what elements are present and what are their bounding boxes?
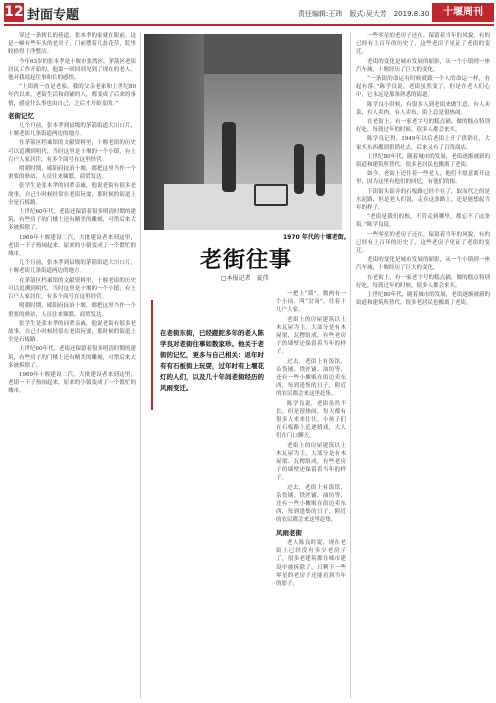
- column-divider: [140, 32, 141, 698]
- paragraph: 陈学良小时候，有很多人到老街来做生意，有人卖菜，有人卖肉，有人卖布，街上总是很热闹。: [356, 101, 490, 116]
- page-number: 12: [4, 4, 24, 20]
- editor-credits: 责任编辑:王玮 版式:吴大芳 2019.8.30: [298, 10, 430, 18]
- column-4: [356, 32, 490, 698]
- paragraph: 过去，老街上有饭馆、杂货铺、铁匠铺、油坊等，还有一些小摊贩在街边卖东西，每到逢集的日子，附近的农民都会来这里赶集。: [276, 484, 346, 524]
- photo-person-shape: [294, 144, 304, 194]
- photo-caption: 1970 年代的十堰老街。: [283, 234, 350, 241]
- paragraph: 陈学良说，老街虽然不长，但是很热闹，每天都有很多人来来往往，小孩子们在石板路上追逐嬉戏，大人们在门口聊天。: [276, 400, 346, 440]
- paragraph: 上世纪60年代，老街还保留着很多明清时期的建筑，有些房子的门楼上还有精美的雕刻，可惜后来大多被拆除了。: [8, 209, 136, 232]
- paragraph: 老街的变化是城市发展的缩影，从一个小镇到一座汽车城，十堰经历了巨大的变化。: [356, 257, 490, 272]
- photo-roof-shape: [204, 34, 342, 74]
- paragraph: 如今，老街上还住着一些老人，他们不愿意离开这里，因为这里有他们的回忆，有他们的根。: [356, 171, 490, 186]
- subheading: 风雨老街: [276, 528, 302, 537]
- header-rule: [4, 24, 494, 26]
- article-title: 老街往事: [200, 247, 293, 273]
- pull-quote-rule: [151, 300, 153, 410]
- paragraph: 在老街上，有一家老字号的糕点铺，做的糕点特别好吃，每到过年的时候，很多人都会来买。: [356, 274, 490, 289]
- paragraph: 在茅箭区档案馆的文献资料里，十堰老街的历史可以追溯到明代，当时这里是十堰的一个小镇，有上百户人家居住，有多个商号在这里经营。: [8, 140, 136, 163]
- byline: □本报记者 夏伟: [221, 275, 269, 282]
- paragraph: 1969年十堰建设二汽，大批建设者来到这里，老街一下子热闹起来，原来的小镇变成了一个繁忙的城市。: [8, 371, 136, 395]
- paragraph: 下街街头街旁的石板路已经不在了，取而代之的是水泥路，但是老人们说，走在这条路上，还是能想起当年的样子。: [356, 188, 490, 212]
- paragraph: 1969年十堰建设二汽，大批建设者来到这里，老街一下子热闹起来，原来的小镇变成了一个繁忙的城市。: [8, 234, 136, 258]
- street-photo: [144, 34, 342, 230]
- paragraph: 张学生是张本孝的同辈亲戚，他说老街有很多老故事，自己小时候经常在老街玩耍，那时候的街道上全是石板路。: [8, 183, 136, 206]
- paragraph: “一条街的命运有时候就跟一个人的命运一样，有起有落。”陈学良说，老街虽然变了，但是在老人们心中，它永远是那条熟悉的街道。: [356, 76, 490, 99]
- pull-quote: 在老街东街，已经蹉跎多年的老人陈学良对老街往事如数家珍。他关于老街的记忆，更多与自己相关：返年时有有石板街上玩耍，过年时有上堰花灯的人们，以及几十年间老街经历的风雨变迁。: [160, 329, 264, 392]
- photo-person-shape: [316, 154, 325, 196]
- paragraph: 老街上的房屋建筑以土木瓦屋为主，大部分是有木屋梁、瓦楞组成，有些老房子的墙壁还保留着当年的样子。: [276, 316, 346, 356]
- paragraph: 在茅箭区档案馆的文献资料里，十堰老街的历史可以追溯到明代，当时这里是十堰的一个小镇，有上百户人家居住，有多个商号在这里经营。: [8, 277, 136, 301]
- paragraph: 几个月前，张本孝到县级的茅箭街道大川口片，十堰老街几条街道两边的地方。: [8, 123, 136, 138]
- column-3: [276, 290, 346, 698]
- paragraph: 上世纪80年代，随着城市的发展，老街逐渐被新的街道和建筑所替代，很多老居民也搬离了老街。: [356, 153, 490, 169]
- paragraph: “上街就一直是老家，我的父亲老家和上世纪80年代以来，老街生活和商铺的人，都变成了后来的事情，感觉什么事也由自己，之后才开始变的。”: [8, 84, 136, 107]
- paragraph: 明朝时期，郧阳府抚治十堰，都把这里当作一个重要的驿站，人员往来频繁，商贸发达。: [8, 303, 136, 318]
- paragraph: 在老街上，有一家老字号的糕点铺，做的糕点特别好吃，每到过年的时候，很多人都会来买。: [356, 119, 490, 134]
- paragraph: 上世纪60年代，老街还保留着很多明清时期的建筑，有些房子的门楼上还有精美的雕刻，可惜后来大多被拆除了。: [8, 346, 136, 369]
- column-divider: [350, 32, 351, 698]
- paragraph: 老街上的房屋建筑以土木瓦屋为主，大部分是有木屋梁、瓦楞组成，有些老房子的墙壁还保留着当年的样子。: [276, 442, 346, 482]
- paragraph: 一把上“锁”，数两有一个小岗，叫“岔岗”，往着十几户人家。: [276, 291, 346, 314]
- paragraph: 老街的变化是城市发展的缩影，从一个小镇到一座汽车城，十堰经历了巨大的变化。: [356, 58, 490, 73]
- paragraph: 穿过一条狭长的巷道，张本孝的家就在眼前。这是一幢有些年头的老房子，门前摆着几盆花草，院里收拾得干净整洁。: [8, 33, 136, 56]
- paragraph: “老街是我们的根，不管走到哪里，都忘不了这条街。”陈学良说。: [356, 214, 490, 229]
- subheading: 老街记忆: [8, 111, 34, 120]
- paragraph: 老人陈良时说，现在老街上已经没有多少老房子了，很多老建筑都在城市建设中被拆除了，只剩下一些零星的老房子还能看到当年的影子。: [276, 539, 346, 587]
- paragraph: 过去，老街上有饭馆、杂货铺、铁匠铺、油坊等，还有一些小摊贩在街边卖东西，每到逢集的日子，附近的农民都会来这里赶集。: [276, 358, 346, 398]
- paragraph: 张学生是张本孝的同辈亲戚，他说老街有很多老故事，自己小时候经常在老街玩耍，那时候的街道上全是石板路。: [8, 320, 136, 344]
- column-1: [8, 32, 136, 698]
- paragraph: 几个月前，张本孝到县级的茅箭街道大川口片，十堰老街几条街道两边的地方。: [8, 260, 136, 275]
- masthead: 十堰周刊: [432, 3, 494, 22]
- paragraph: 一些零星的老房子还在，保留着当年的风貌，有的已经有上百年的历史了，这些老房子见证了老街的变迁。: [356, 33, 490, 56]
- paragraph: 陈学良记得，1949年以后老街上开了供销社，大家买东西都到供销社去，后来又有了百货商店。: [356, 136, 490, 151]
- paragraph: 一些零星的老房子还在，保留着当年的风貌，有的已经有上百年的历史了，这些老房子见证了老街的变迁。: [356, 231, 490, 255]
- paragraph: 明朝时期，郧阳府抚治十堰，都把这里当作一个重要的驿站，人员往来频繁，商贸发达。: [8, 166, 136, 181]
- section-title: 封面专题: [27, 8, 80, 23]
- photo-cart-shape: [254, 184, 288, 206]
- paragraph: 今年63岁的张本孝是十堰市张湾区、茅箭区老街居民工作开始的，他第一回回到见到了现在的老人、他对我说起往事和长的感悟。: [8, 58, 136, 82]
- paragraph: 上世纪80年代，随着城市的发展，老街逐渐被新的街道和建筑所替代，很多老居民也搬离了老街。: [356, 292, 490, 307]
- photo-person-shape: [222, 122, 236, 192]
- page-header: [0, 0, 496, 26]
